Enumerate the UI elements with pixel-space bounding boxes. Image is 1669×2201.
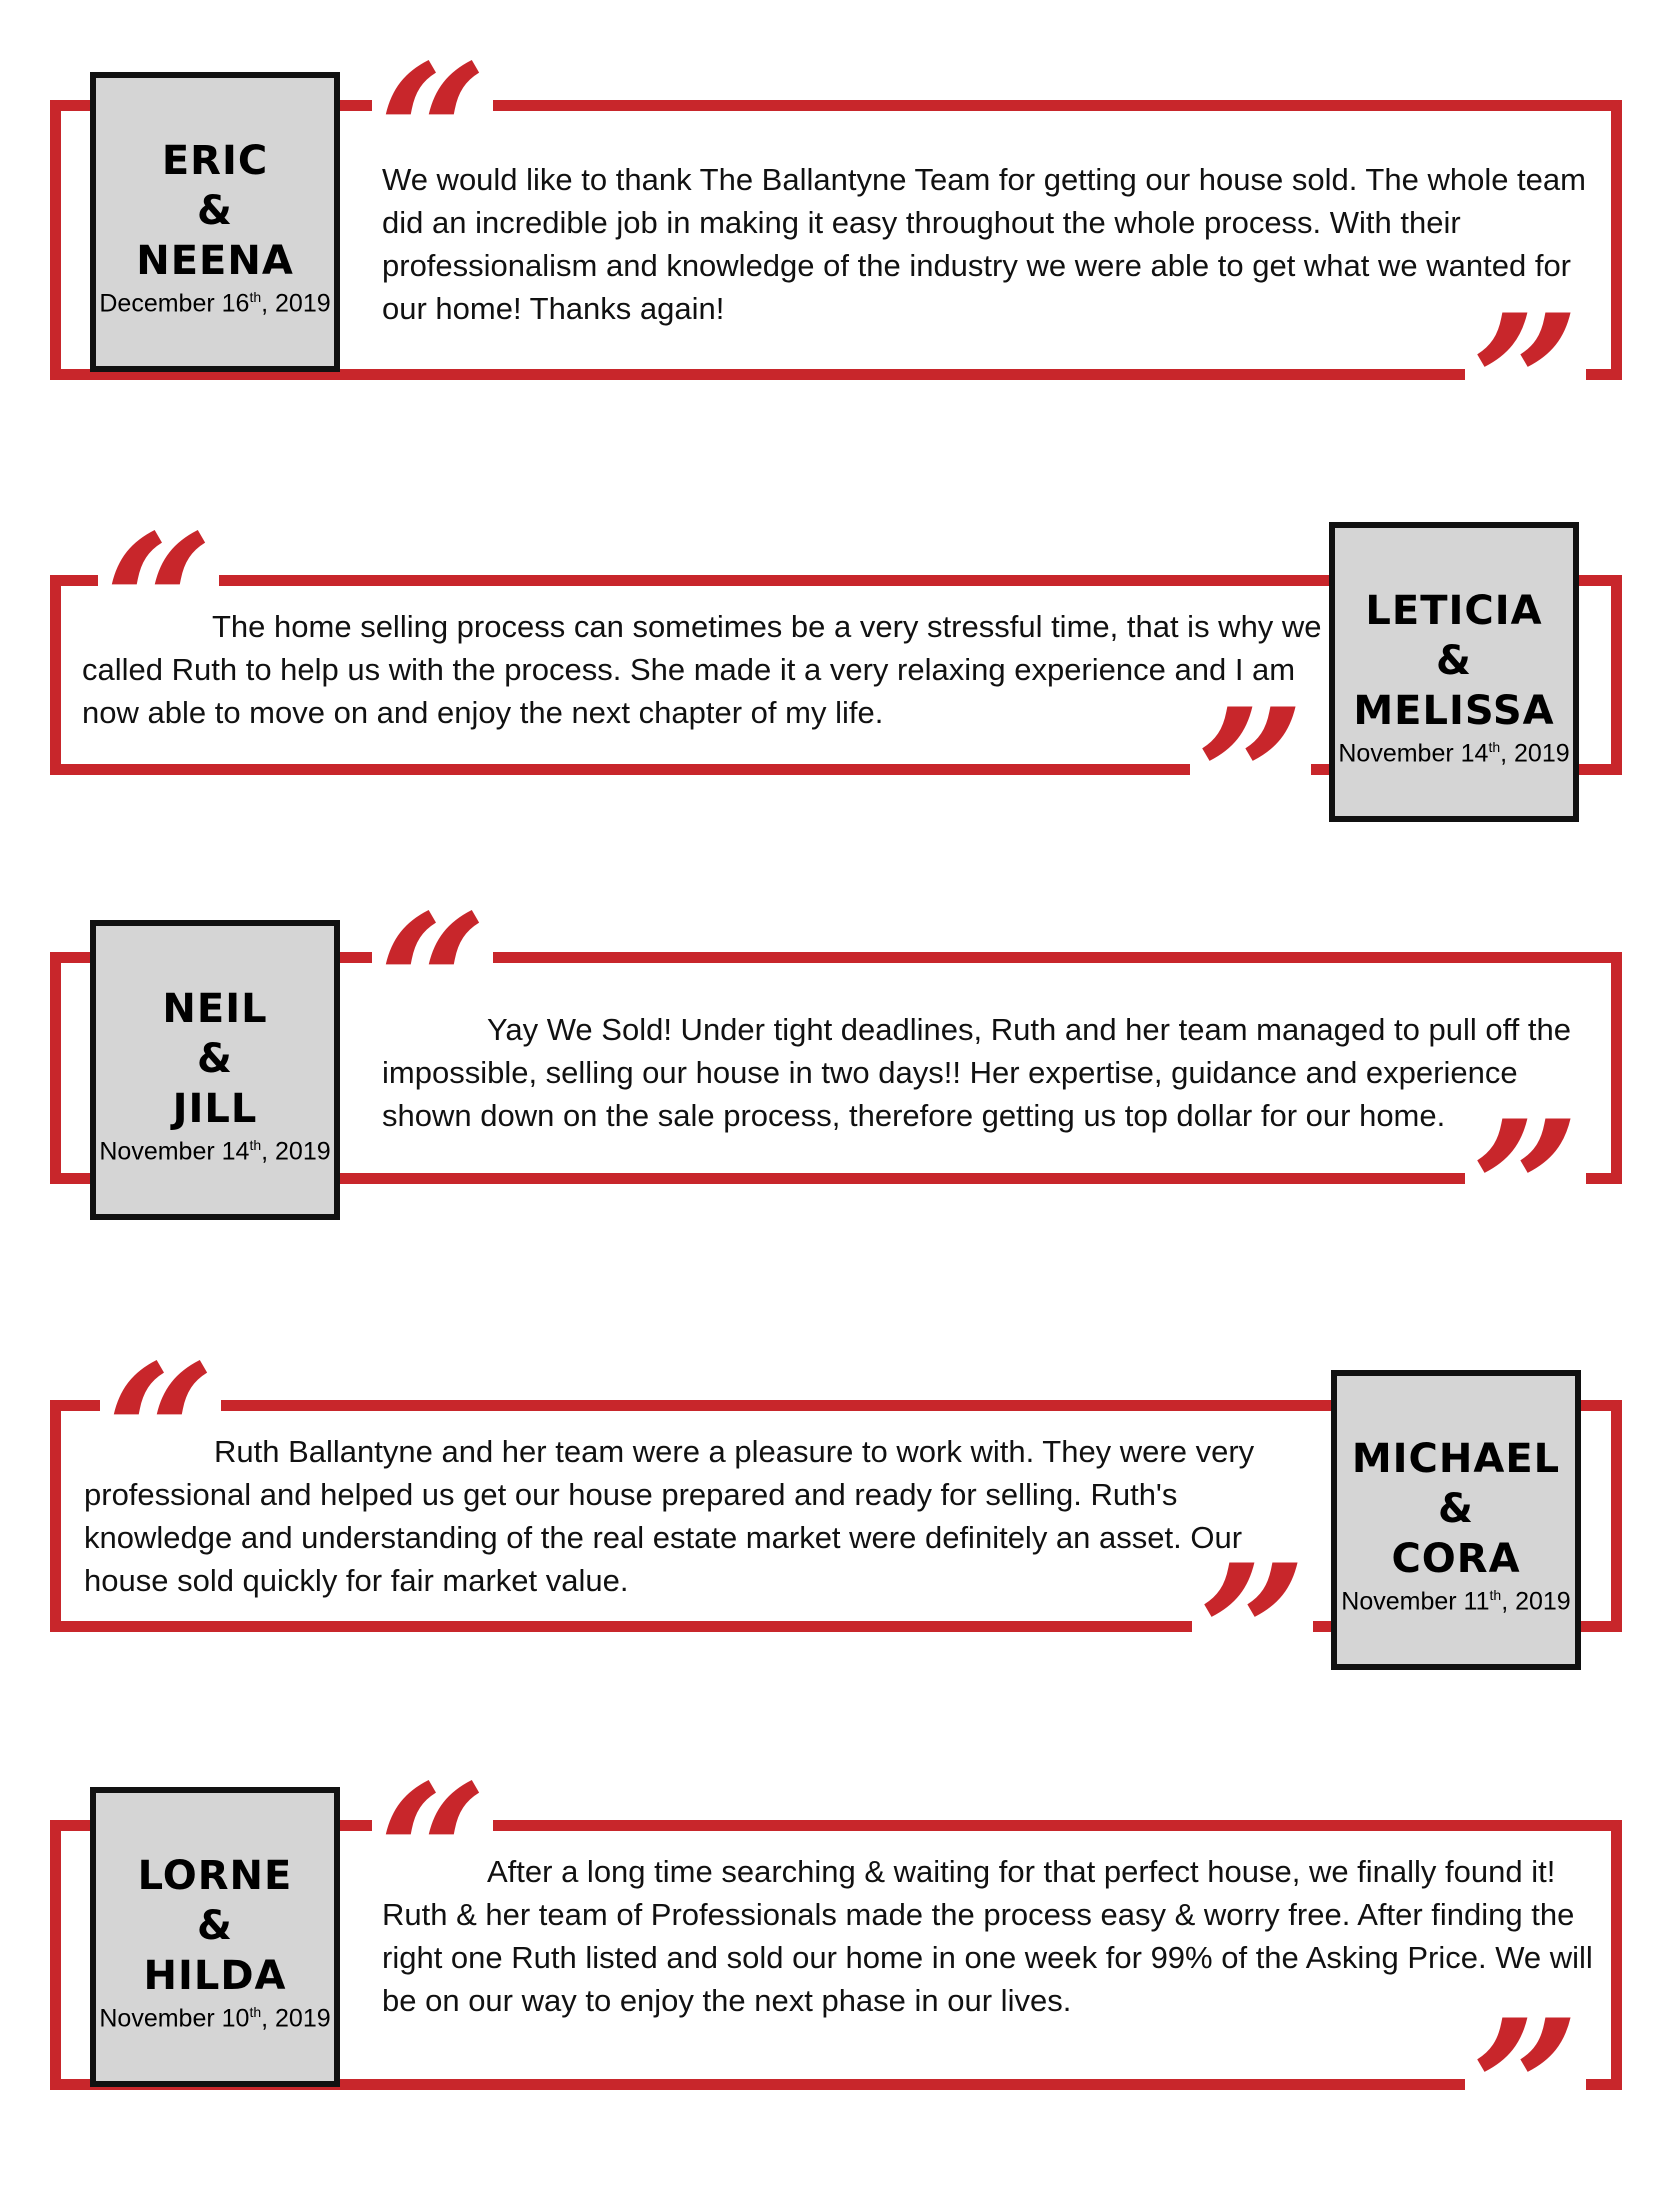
author-name-box — [1331, 1370, 1581, 1670]
author-name-ampersand: & — [1436, 638, 1472, 684]
open-quote-icon: “ — [100, 1340, 221, 1530]
author-name-ampersand: & — [197, 188, 233, 234]
close-quote-icon: ” — [1192, 1540, 1313, 1730]
author-name-first: NEIL — [162, 986, 268, 1032]
testimonial-date: November 14th, 2019 — [1338, 738, 1570, 767]
testimonial-text: The home selling process can sometimes be a very stressful time, that is why we called Ruth to help us with the process. She made it a very relaxing experience and I am now able to move on and enjoy the next chapter of my life. — [82, 609, 1322, 730]
author-name-second: JILL — [172, 1086, 258, 1132]
open-quote-icon: “ — [372, 40, 493, 230]
testimonial-date: November 14th, 2019 — [99, 1136, 331, 1165]
testimonial-text: Yay We Sold! Under tight deadlines, Ruth and her team managed to pull off the impossible, selling our house in two days!! Her expertise, guidance and experience shown down on the sale process, therefore getting us top dollar for our home. — [382, 1012, 1571, 1133]
author-names — [1335, 586, 1573, 736]
close-quote-icon: ” — [1465, 1995, 1586, 2185]
author-name-box — [90, 72, 340, 372]
close-quote-icon: ” — [1465, 1096, 1586, 1286]
author-names — [96, 1851, 334, 2001]
author-name-box — [90, 1787, 340, 2087]
testimonial-date: November 10th, 2019 — [99, 2003, 331, 2032]
author-name-first: ERIC — [161, 138, 269, 184]
author-name-second: MELISSA — [1353, 688, 1555, 734]
open-quote-icon: “ — [372, 1760, 493, 1950]
open-quote-icon: “ — [98, 510, 219, 700]
testimonial-date: December 16th, 2019 — [99, 288, 331, 317]
testimonial-text: Ruth Ballantyne and her team were a pleasure to work with. They were very professional and helped us get our house prepared and ready for selling. Ruth's knowledge and understanding of the real estate market were definitely an asset. Our house sold quickly for fair market value. — [84, 1434, 1255, 1598]
author-names — [96, 136, 334, 286]
author-name-ampersand: & — [1438, 1486, 1474, 1532]
author-name-box — [1329, 522, 1579, 822]
author-names — [96, 984, 334, 1134]
author-names — [1337, 1434, 1575, 1584]
testimonial-text: After a long time searching & waiting for that perfect house, we finally found it! Ruth & her team of Professionals made the process easy & worry free. After finding the right one Ruth listed and sold our home in one week for 99% of the Asking Price. We will be on our way to enjoy the next phase in our lives. — [382, 1854, 1593, 2018]
testimonial-text: We would like to thank The Ballantyne Team for getting our house sold. The whole team did an incredible job in making it easy throughout the whole process. With their professionalism and knowledge of the industry we were able to get what we wanted for our home! Thanks again! — [382, 162, 1586, 326]
author-name-second: HILDA — [143, 1953, 287, 1999]
close-quote-icon: ” — [1190, 684, 1311, 874]
author-name-box — [90, 920, 340, 1220]
close-quote-icon: ” — [1465, 290, 1586, 480]
author-name-first: LORNE — [137, 1853, 293, 1899]
author-name-ampersand: & — [197, 1903, 233, 1949]
author-name-second: CORA — [1391, 1536, 1521, 1582]
open-quote-icon: “ — [372, 890, 493, 1080]
testimonial-date: November 11th, 2019 — [1341, 1586, 1571, 1615]
author-name-first: LETICIA — [1365, 588, 1543, 634]
author-name-second: NEENA — [136, 238, 294, 284]
author-name-first: MICHAEL — [1351, 1436, 1561, 1482]
author-name-ampersand: & — [197, 1036, 233, 1082]
